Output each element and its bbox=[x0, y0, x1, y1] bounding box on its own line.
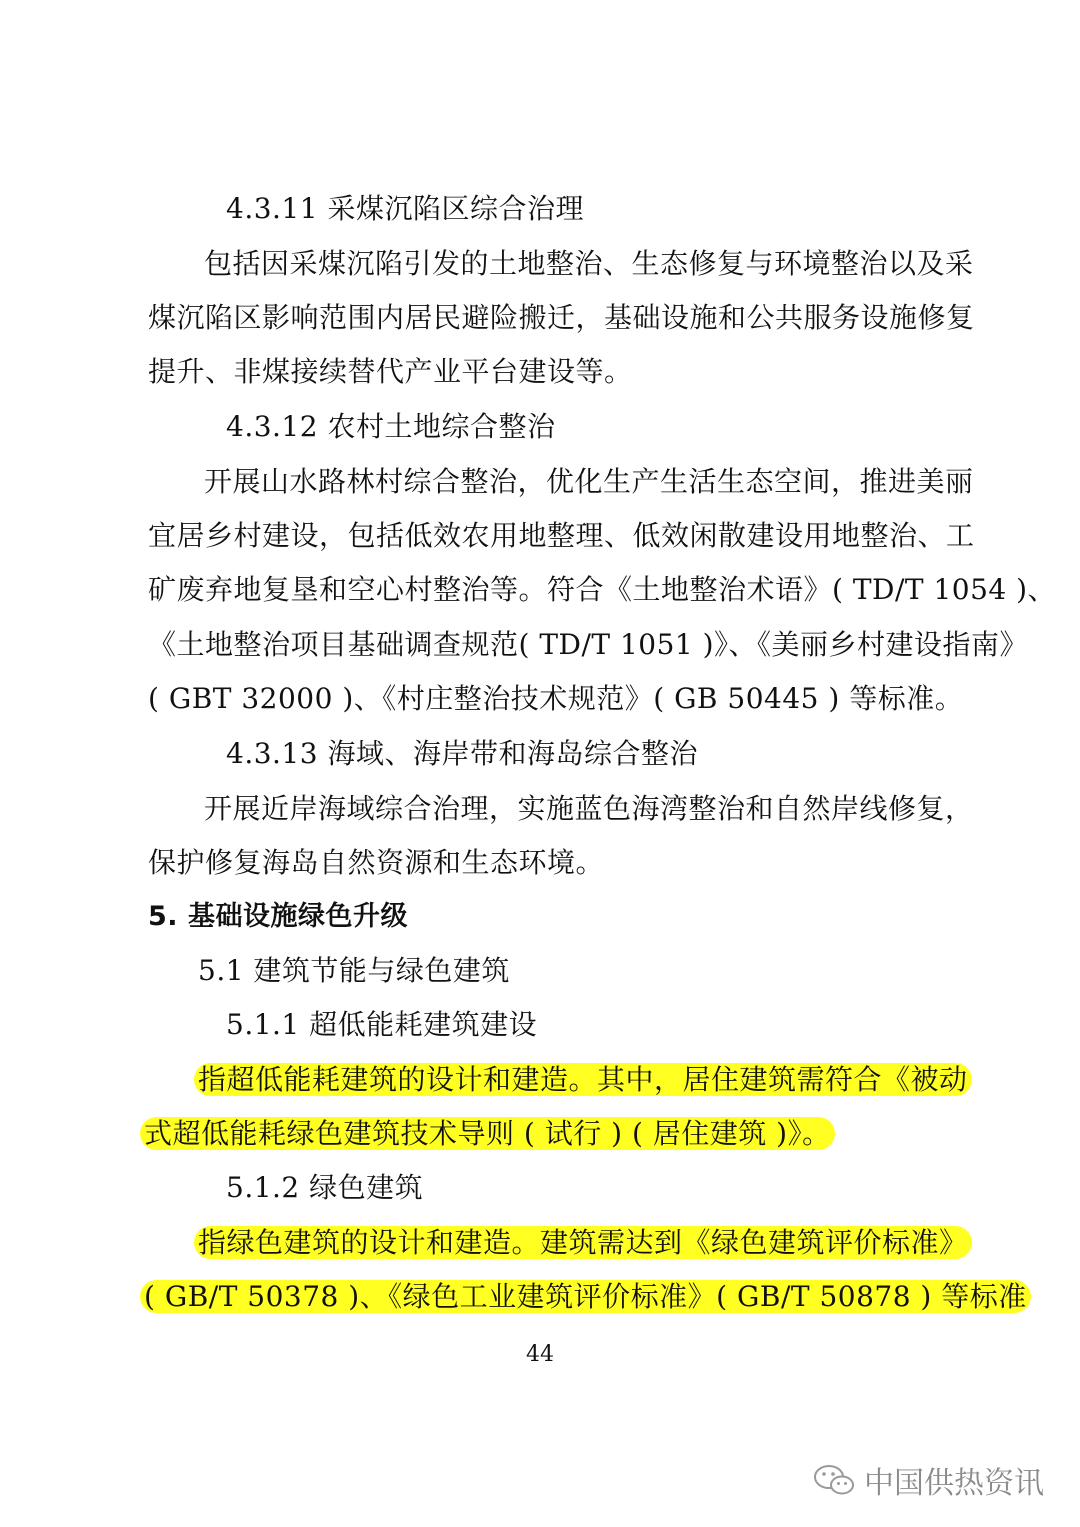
paragraph-line: ( GBT 32000 )、《村庄整治技术规范》( GB 50445 ) 等标准。 bbox=[148, 682, 964, 715]
paragraph-line: 煤沉陷区影响范围内居民避险搬迁，基础设施和公共服务设施修复 bbox=[148, 301, 975, 334]
paragraph-line: 提升、非煤接续替代产业平台建设等。 bbox=[148, 355, 633, 388]
paragraph-line: 开展近岸海域综合治理，实施蓝色海湾整治和自然岸线修复， bbox=[204, 792, 974, 825]
heading-5-1-2: 5.1.2 绿色建筑 bbox=[226, 1171, 424, 1204]
highlighted-text: 式超低能耗绿色建筑技术导则 ( 试行 ) ( 居住建筑 )》。 bbox=[140, 1117, 835, 1150]
highlight-line bbox=[140, 1277, 1031, 1317]
highlighted-text: ( GB/T 50378 )、《绿色工业建筑评价标准》( GB/T 50878 ) 等标准 bbox=[140, 1280, 1031, 1313]
highlighted-text: 指超低能耗建筑的设计和建造。其中，居住建筑需符合《被动 bbox=[194, 1063, 972, 1096]
highlight-line bbox=[194, 1060, 968, 1100]
paragraph-line: 保护修复海岛自然资源和生态环境。 bbox=[148, 846, 605, 879]
heading-4-3-13: 4.3.13 海域、海岸带和海岛综合整治 bbox=[226, 737, 698, 770]
heading-5: 5. 基础设施绿色升级 bbox=[148, 901, 408, 932]
paragraph-line: 《土地整治项目基础调查规范( TD/T 1051 )》、《美丽乡村建设指南》 bbox=[148, 628, 1029, 661]
heading-5-1: 5.1 建筑节能与绿色建筑 bbox=[198, 954, 510, 987]
watermark-text: 中国供热资讯 bbox=[864, 1466, 1044, 1501]
page-number: 44 bbox=[526, 1342, 554, 1367]
heading-4-3-11: 4.3.11 采煤沉陷区综合治理 bbox=[226, 192, 584, 225]
heading-4-3-12: 4.3.12 农村土地综合整治 bbox=[226, 410, 556, 443]
paragraph-line: 矿废弃地复垦和空心村整治等。符合《土地整治术语》( TD/T 1054 )、 bbox=[148, 573, 1057, 606]
paragraph-line: 包括因采煤沉陷引发的土地整治、生态修复与环境整治以及采 bbox=[204, 247, 974, 280]
paragraph-line: 宜居乡村建设，包括低效农用地整理、低效闲散建设用地整治、工 bbox=[148, 519, 975, 552]
paragraph-line: 开展山水路林村综合整治，优化生产生活生态空间，推进美丽 bbox=[204, 465, 974, 498]
wechat-icon bbox=[812, 1462, 856, 1498]
watermark bbox=[812, 1458, 1044, 1502]
highlight-line bbox=[194, 1223, 972, 1263]
heading-5-1-1: 5.1.1 超低能耗建筑建设 bbox=[226, 1008, 538, 1041]
highlight-line bbox=[140, 1114, 835, 1154]
highlighted-text: 指绿色建筑的设计和建造。建筑需达到《绿色建筑评价标准》 bbox=[194, 1226, 972, 1259]
